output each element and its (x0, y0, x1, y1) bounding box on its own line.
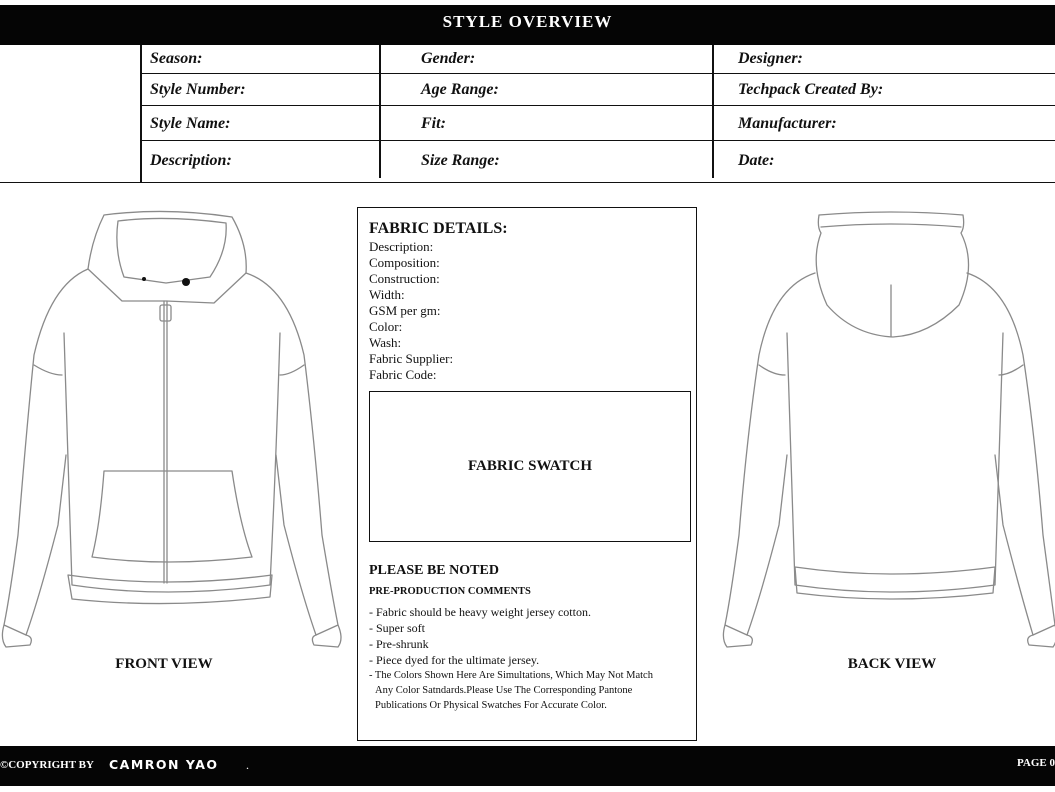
page-number: PAGE 0 (1017, 757, 1055, 769)
comment-item: - Pre-shrunk (369, 637, 429, 651)
fabric-details-title: FABRIC DETAILS: (369, 220, 508, 237)
brand-name: CAMRON YAO (109, 757, 219, 772)
hoodie-front-sketch (0, 205, 352, 653)
fabric-field: Composition: (369, 255, 440, 270)
fabric-field: GSM per gm: (369, 303, 441, 318)
disclaimer-line: Any Color Satndards.Please Use The Corresponding Pantone (375, 685, 633, 696)
grid-divider (140, 45, 142, 182)
fabric-field: Wash: (369, 335, 402, 350)
style-number-label: Style Number: (150, 81, 246, 98)
drawstring-eyelet-icon (182, 278, 190, 286)
hoodie-back-sketch (703, 205, 1055, 653)
footer-bar (0, 746, 1055, 786)
fabric-field: Construction: (369, 271, 440, 286)
grid-divider (712, 45, 714, 178)
fabric-field: Width: (369, 287, 405, 302)
comment-item: - Piece dyed for the ultimate jersey. (369, 653, 540, 667)
comment-item: - Fabric should be heavy weight jersey cotton. (369, 605, 591, 619)
manufacturer-label: Manufacturer: (738, 115, 837, 132)
description-label: Description: (150, 152, 232, 169)
front-view-label: FRONT VIEW (115, 656, 213, 672)
fabric-swatch-box (369, 391, 691, 542)
style-info-grid (0, 45, 1055, 183)
please-be-noted-title: PLEASE BE NOTED (369, 563, 499, 578)
disclaimer-line: Publications Or Physical Swatches For Accurate Color. (375, 700, 607, 711)
age-range-label: Age Range: (421, 81, 499, 98)
brand-suffix: . (246, 758, 249, 772)
color-disclaimer (369, 668, 695, 713)
fabric-field: Color: (369, 319, 403, 334)
season-label: Season: (150, 50, 203, 67)
copyright-text: ©COPYRIGHT BY (0, 759, 94, 771)
size-range-label: Size Range: (421, 152, 500, 169)
fabric-field: Description: (369, 239, 434, 254)
comment-item: - Super soft (369, 621, 425, 635)
fabric-details-list (369, 239, 453, 383)
style-overview-header (0, 5, 1055, 45)
fabric-details-panel (357, 207, 697, 741)
drawstring-eyelet-icon (142, 277, 146, 281)
gender-label: Gender: (421, 50, 476, 67)
fabric-swatch-label: FABRIC SWATCH (467, 458, 593, 474)
page-title: STYLE OVERVIEW (442, 12, 613, 31)
fabric-field: Fabric Code: (369, 367, 437, 382)
back-view-label: BACK VIEW (847, 656, 937, 672)
style-name-label: Style Name: (150, 115, 231, 132)
grid-divider (379, 45, 381, 178)
date-label: Date: (738, 152, 775, 169)
fit-label: Fit: (421, 115, 446, 132)
fabric-field: Fabric Supplier: (369, 351, 454, 366)
comments-list (369, 604, 695, 668)
pre-production-comments-title: PRE-PRODUCTION COMMENTS (369, 586, 531, 597)
grid-row-line (141, 73, 1055, 74)
designer-label: Designer: (738, 50, 803, 67)
disclaimer-line: - The Colors Shown Here Are Simultations, Which May Not Match (369, 670, 653, 681)
grid-row-line (141, 140, 1055, 141)
techpack-created-by-label: Techpack Created By: (738, 81, 884, 98)
grid-row-line (141, 105, 1055, 106)
